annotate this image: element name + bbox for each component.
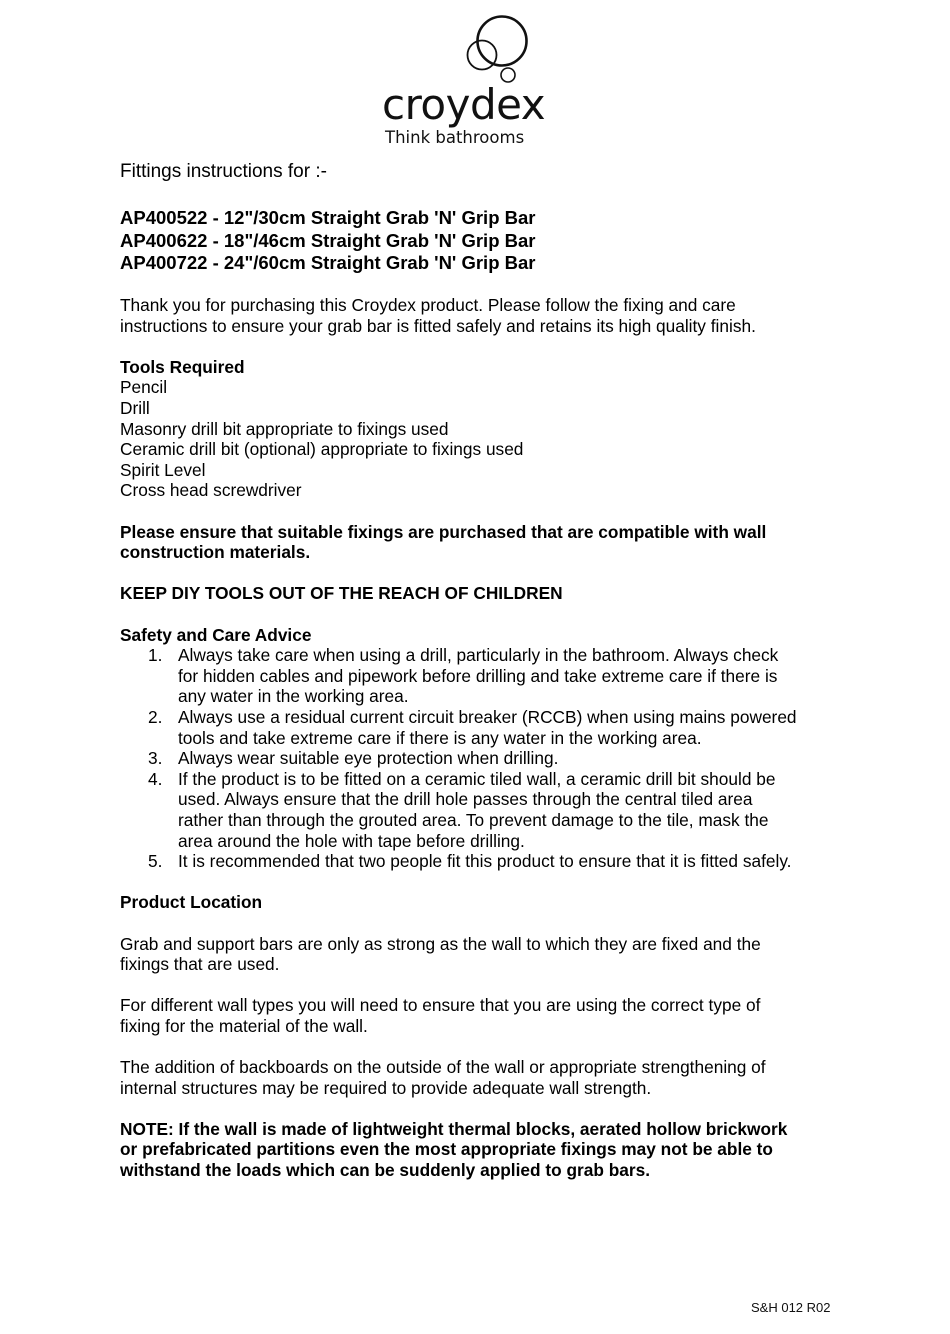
item-line: Always wear suitable eye protection when drilling. xyxy=(178,748,559,769)
product-item: AP400722 - 24"/60cm Straight Grab 'N' Grip Bar xyxy=(120,252,536,273)
item-line: used. Always ensure that the drill hole passes through the central tiled area xyxy=(178,789,753,810)
document-code: S&H 012 R02 xyxy=(751,1300,831,1315)
wall-note xyxy=(120,1119,840,1181)
location-paragraph-line: internal structures may be required to provide adequate wall strength. xyxy=(120,1077,652,1098)
safety-section xyxy=(120,625,840,872)
note-line: withstand the loads which can be suddenly applied to grab bars. xyxy=(120,1160,651,1181)
item-line: for hidden cables and pipework before drilling and take extreme care if there is xyxy=(178,665,778,686)
tool-item: Spirit Level xyxy=(120,459,206,480)
tool-item: Ceramic drill bit (optional) appropriate to fixings used xyxy=(120,439,524,460)
note-line: NOTE: If the wall is made of lightweight thermal blocks, aerated hollow brickwork xyxy=(120,1118,788,1139)
safety-title: Safety and Care Advice xyxy=(120,624,312,645)
safety-item xyxy=(120,851,840,872)
product-item: AP400622 - 18"/46cm Straight Grab 'N' Grip Bar xyxy=(120,229,536,251)
location-paragraph-line: The addition of backboards on the outside of the wall or appropriate strengthening of xyxy=(120,1057,766,1078)
intro-line: Thank you for purchasing this Croydex product. Please follow the fixing and care xyxy=(120,295,736,316)
location-paragraph-line: For different wall types you will need to ensure that you are using the correct type of xyxy=(120,995,761,1016)
intro-paragraph xyxy=(120,295,840,336)
location-paragraph-line: Grab and support bars are only as strong as the wall to which they are fixed and the xyxy=(120,933,761,954)
bubbles-icon xyxy=(380,8,540,88)
location-title: Product Location xyxy=(120,892,263,913)
product-list xyxy=(120,207,840,275)
item-line: Always use a residual current circuit breaker (RCCB) when using mains powered xyxy=(178,706,797,727)
tool-item: Masonry drill bit appropriate to fixings used xyxy=(120,418,449,439)
item-line: rather than through the grouted area. To prevent damage to the tile, mask the xyxy=(178,809,769,830)
croydex-logo xyxy=(380,8,546,150)
location-paragraph-line: fixing for the material of the wall. xyxy=(120,1015,368,1036)
safety-list xyxy=(120,645,840,872)
item-line: Always take care when using a drill, particularly in the bathroom. Always check xyxy=(178,645,779,666)
tool-item: Pencil xyxy=(120,377,168,398)
safety-item xyxy=(120,748,840,769)
item-line: It is recommended that two people fit this product to ensure that it is fitted safely. xyxy=(178,851,792,872)
tools-title: Tools Required xyxy=(120,356,245,377)
brand-name: croydex xyxy=(382,80,546,129)
document-body xyxy=(120,160,840,1181)
tool-item: Drill xyxy=(120,398,150,419)
location-paragraph-line: fixings that are used. xyxy=(120,954,280,975)
item-number: 4. xyxy=(148,768,163,789)
item-line: any water in the working area. xyxy=(178,686,409,707)
fittings-heading: Fittings instructions for :- xyxy=(120,161,327,182)
fixings-warning xyxy=(120,522,840,563)
product-item: AP400522 - 12"/30cm Straight Grab 'N' Grip Bar xyxy=(120,207,536,228)
note-line: or prefabricated partitions even the most appropriate fixings may not be able to xyxy=(120,1139,773,1160)
item-number: 5. xyxy=(148,851,163,872)
tool-item: Cross head screwdriver xyxy=(120,480,302,501)
item-line: tools and take extreme care if there is any water in the working area. xyxy=(178,727,702,748)
fixings-warning-line: construction materials. xyxy=(120,542,311,563)
item-number: 1. xyxy=(148,645,163,666)
children-warning: KEEP DIY TOOLS OUT OF THE REACH OF CHILDREN xyxy=(120,583,563,604)
brand-tagline: Think bathrooms xyxy=(385,128,525,147)
item-number: 3. xyxy=(148,748,163,769)
safety-item xyxy=(120,707,840,748)
item-line: area around the hole with tape before drilling. xyxy=(178,830,525,851)
tools-section xyxy=(120,357,840,501)
safety-item xyxy=(120,769,840,851)
safety-item xyxy=(120,645,840,707)
intro-line: instructions to ensure your grab bar is fitted safely and retains its high quality finish. xyxy=(120,315,756,336)
item-line: If the product is to be fitted on a ceramic tiled wall, a ceramic drill bit should be xyxy=(178,768,776,789)
location-section xyxy=(120,892,840,1180)
item-number: 2. xyxy=(148,706,163,727)
fixings-warning-line: Please ensure that suitable fixings are purchased that are compatible with wall xyxy=(120,521,767,542)
